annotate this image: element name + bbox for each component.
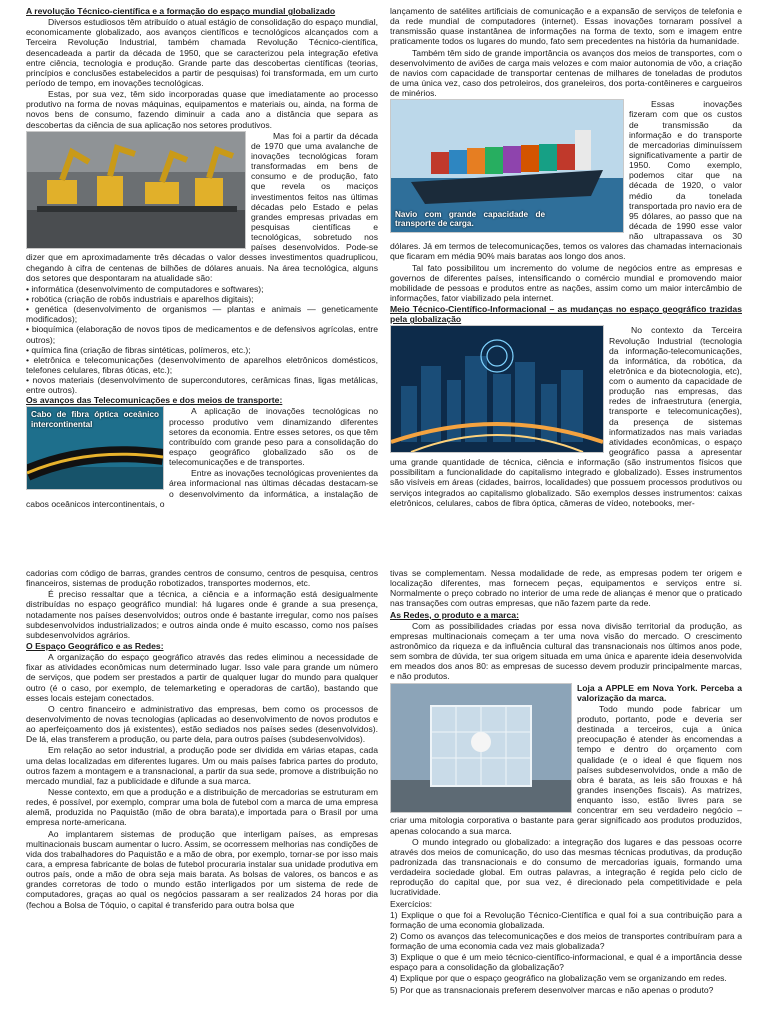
exercise-item: 5) Por que as transnacionais preferem desenvolver marcas e não apenas o produto? (390, 984, 714, 995)
section-title-telecom: Os avanços das Telecomunicações e dos meios de transporte: (26, 395, 283, 406)
list-item: • informática (desenvolvimento de computadores e softwares); (26, 283, 264, 294)
section-title-revolucao: A revolução Técnico-científica e a formação do espaço mundial globalizado (26, 6, 336, 16)
section-title-marca: As Redes, o produto e a marca: (390, 609, 519, 620)
paragraph: Em relação ao setor industrial, a produção pode ser dividida em várias etapas, cada uma delas localizadas em diferentes lugares. Um ou mais países fabrica partes do produto, outros fazem a montagem e a transnacional, a partir da sua sede, promove a distribuição no mercado mundial, faz a publicidade e difunde a sua marca. (26, 745, 378, 786)
industrial-robots-image (26, 131, 246, 249)
paragraph: No contexto da Terceira Revolução Industrial (tecnologia da informação-telecomunicações, da informática, da robótica, da eletrônica e da biotecnologia, etc), com o aumento da capacidade de produção nas empresas, das redes de infraestrutura (energia, transporte e telecomunicações), da presença de sistemas informatizados nas mais variadas atividades econômicas, o espaço geográfico passa a apresentar uma grande quantidade de técnica, ciência e informação (são instrumentos físicos que possibilitam a funcionalidade do capitalismo integrado e globalizado). Esses instrumentos são visíveis em áreas (cidades, bairros, localidades) que possuem processos produtivos ou serviços integrados ao capitalismo globalizado. São exemplos desses instrumentos: caixas eletrônicos, celulares, cabos de fibra óptica, câmeras de vídeo, notebooks, mer- (390, 325, 742, 508)
paragraph: Entre as inovações tecnológicas provenientes da área informacional nas últimas décadas destacam-se o desenvolvimento da informática, a instalação de cabos oceânicos intercontinentais, o (26, 468, 378, 509)
paragraph: Diversos estudiosos têm atribuído o atual estágio de consolidação do espaço mundial, economicamente globalizado, aos avanços científicos e tecnológicos alcançados com a Terceira Revolução Industrial, também chamada Revolução Técnico-científica, desencadeada a partir da década de 1950, que se caracterizou pela integração efetiva entre ciência, tecnologia e produção. Grande parte das descobertas científicas (teorias, princípios e conclusões estabelecidos a partir de pesquisas) foi transformada, em um curto período de tempo, em inovações tecnológicas. (26, 17, 378, 88)
paragraph: Estas, por sua vez, têm sido incorporadas quase que imediatamente ao processo produtivo na forma de novas máquinas, equipamentos e materiais ou, ainda, na forma de novos bens de consumo, fazendo diminuir a cada ano a distância que separa as descobertas da ciência de sua aplicação nos setores produtivos. (26, 89, 378, 130)
list-item: • novos materiais (desenvolvimento de supercondutores, cerâmicas finas, ligas metálicas, entre outros). (26, 375, 378, 396)
smart-city-image (390, 325, 604, 453)
paragraph: É preciso ressaltar que a técnica, a ciência e a informação está desigualmente distribuídas no espaço geográfico mundial: há lugares onde é grande a sua presença, notadamente nos países desenvolvidos; outros onde é bastante irregular, como nos países subdesenvolvidos industrializados; e outros ainda onde é muito escasso, como nos países subdesenvolvidos agrários. (26, 589, 378, 640)
apple-caption: Loja a APPLE em Nova York. Perceba a valorização da marca. (577, 682, 742, 703)
list-item: • genética (desenvolvimento de organismos — plantas e animais — geneticamente modificados); (26, 304, 378, 325)
list-item: • eletrônica e telecomunicações (desenvolvimento de aparelhos eletrônicos domésticos, telefones celulares, fibras óticas, etc.); (26, 354, 378, 375)
fiber-cable-image (26, 406, 164, 490)
paragraph: tivas se complementam. Nessa modalidade de rede, as empresas podem ter origem e localização diferentes, mas fornecem peças, equipamentos e serviços entre si. Normalmente o preço cobrado no interior de uma rede de alianças é menor que o praticado nas transações com outras empresas, que não fazem parte da rede. (390, 568, 742, 609)
list-item: • bioquímica (elaboração de novos tipos de medicamentos e de defensivos agrícolas, entre outros); (26, 324, 378, 345)
bottom-right-column (390, 568, 742, 996)
ship-caption: Navio com grande capacidade de transporte de carga. (395, 210, 545, 229)
tech-sectors-list (26, 284, 378, 396)
paragraph: Mas foi a partir da década de 1970 que uma avalanche de inovações tecnológicas foram transformadas em bens de consumo e de produção, fato que revela os maciços investimentos feitos nas últimas décadas pelo Estado e pelas grandes empresas privadas em pesquisas científicas e tecnológicas, sobretudo nos países desenvolvidos. Pode-se dizer que em aproximadamente três décadas o valor desses investimentos quadruplicou, chegando à cifra de centenas de bilhões de dólares anuais. Na área tecnológica, alguns dos setores que despontaram na atualidade são: (26, 130, 378, 283)
paragraph: Com as possibilidades criadas por essa nova divisão territorial da produção, as empresas multinacionais começam a ter uma nova visão do mercado. O crescimento astronômico da riqueza e da influência cultural das transnacionais nos últimos anos pode, sem sombra de dúvida, ter sua origem situada em uma única e aparente ideia desenvolvida em meados dos anos 80: as empresas de sucesso devem produzir principalmente marcas, e não produtos. (390, 620, 742, 682)
paragraph: Essas inovações fizeram com que os custos de transmissão da informação e do transporte de mercadorias diminuíssem significativamente a partir de 1950. Como exemplo, podemos citar que na década de 1920, o valor médio da tonelada transportada pro navio era de 95 dólares, ao passo que na década de 1990 esse valor não ultrapassava os 30 dólares. Já em termos de telecomunicações, temos os valores das chamadas internacionais que ficaram em média 90% mais baratas aos longo dos anos. (390, 99, 742, 262)
paragraph: Tal fato possibilitou um incremento do volume de negócios entre as empresas e governos de diferentes países, intensificando o comércio mundial e promovendo maior mobilidade de pessoas e produtos entre as nações, assim como um maior intercâmbio de informações, fator viabilizado pela internet. (390, 262, 742, 303)
cargo-ship-image (390, 99, 624, 233)
section-title-meio-tecnico: Meio Técnico-Científico-Informacional – as mudanças no espaço geográfico trazidas pela globalização (390, 304, 742, 325)
top-left-column (26, 6, 378, 510)
paragraph: O centro financeiro e administrativo das empresas, bem como os processos de desenvolvimento de novas tecnologias (aplicadas ao desenvolvimento de novos produtos e ao aperfeiçoamento dos já existentes), estão sediados nos países sedes (desenvolvidos). De lá, elas transferem a produção, ou parte dela, para outros países (subdesenvolvidos). (26, 703, 378, 745)
paragraph: Também têm sido de grande importância os avanços dos meios de transportes, com o desenvolvimento de aviões de carga mais velozes e com maior autonomia de vôo, a criação de navios com capacidade de transportar centenas de milhares de toneladas de produtos de uma única vez, caso dos petroleiros, dos graneleiros, dos porta-contêineres e cargueiros de minérios. (390, 47, 742, 99)
robots-illustration (27, 132, 245, 248)
exercise-item: 3) Explique o que é um meio técnico-científico-informacional, e qual é a importância desse espaço para a consolidação da globalização? (390, 952, 742, 973)
paragraph: A aplicação de inovações tecnológicas no processo produtivo vem dinamizando diferentes setores da economia. Entre esses setores, os que têm contribuído com grande peso para a consolidação do espaço geográfico globalizado são os de telecomunicações e de transportes. (169, 406, 378, 468)
list-item: • robótica (criação de robôs industriais e aparelhos digitais); (26, 293, 254, 304)
paragraph: O mundo integrado ou globalizado: a integração dos lugares e das pessoas ocorre através dos meios de comunicação, do uso das mesmas técnicas produtivas, da produção padronizada das transnacionais e do consumo de mercadorias iguais, formando uma verdadeira sociedade global. Em outras palavras, a integração é regida pelo ciclo de reprodução do capital que, por sua vez, é direcionado pela competitividade e pela lucratividade. (390, 836, 742, 898)
exercises-title: Exercícios: (390, 898, 433, 909)
paragraph: lançamento de satélites artificiais de comunicação e a expansão de serviços de telefonia e da rede mundial de computadores (internet). Essas inovações tornaram possível a transmissão quase instantânea de informações na forma de texto, som e imagem entre praticamente todos os lugares do mundo, fato sem precedentes na história da humanidade. (390, 6, 742, 47)
city-illustration (391, 326, 603, 452)
cable-caption: Cabo de fibra óptica oceânico intercontinental (31, 410, 159, 429)
apple-store-image (390, 683, 572, 813)
paragraph: Nesse contexto, em que a produção e a distribuição de mercadorias se estruturam em redes, é possível, por exemplo, comprar uma bola de futebol com a marca de uma empresa alemã, produzida no Paquistão (mão de obra barata),e importada para o Brasil por uma empresa norte-americana. (26, 786, 378, 828)
exercise-item: 1) Explique o que foi a Revolução Técnico-Científica e qual foi a sua contribuição para a formação de uma economia globalizada. (390, 909, 742, 930)
section-title-redes: O Espaço Geográfico e as Redes: (26, 640, 164, 651)
paragraph: Todo mundo pode fabricar um produto, portanto, pode e deveria ser destinada a terceiros, cuja a única preocupação é atender às encomendas a tempo e dentro do orçamento com qualidade (e o ideal é que fiquem nos países subdesenvolvidos, onde a mão de obra é barata, as leis são frouxas e há grandes insenções fiscais). As matrizes, enquanto isso, estão livres para se concentrar em seu verdadeiro negócio – criar uma mitologia corporativa o bastante para gerar significado aos produtos produzidos, apenas colocando a sua marca. (390, 703, 742, 836)
paragraph: Ao implantarem sistemas de produção que interligam países, as empresas multinacionais buscam aumentar o lucro. Assim, se ocorressem melhorias nas condições de vida dos trabalhadores do Paquistão e a mão de obra, por exemplo, tornar-se por isso mais cara, a empresa fabricante de bolas de futebol procuraria instalar sua unidade produtiva em outros país, onde a mão de obra seja mais barata. As bolsas de valores, os bancos e as grandes corretoras de todo o mundo estão interligados por um sistema de rede de computadores, graças ao qual os negócios passaram a ser realizados 24 horas por dia (fechou a Bolsa de Tóquio, o capital é transferido para outra bolsa que (26, 828, 378, 910)
apple-store-illustration (391, 684, 571, 812)
exercise-item: 4) Explique por que o espaço geográfico na globalização vem se organizando em redes. (390, 973, 727, 984)
paragraph: A organização do espaço geográfico através das redes eliminou a necessidade de fixar as atividades econômicas num determinado lugar. Isso vale para grande um número de serviços, que podem ser prestados a partir de qualquer lugar do mundo para qualquer outro (é o caso, por exemplo, de telemarketing e operadoras de cartão), bastando que esses locais estejam conectados. (26, 652, 378, 703)
list-item: • química fina (criação de fibras sintéticas, polímeros, etc.); (26, 344, 251, 355)
bottom-left-column (26, 568, 378, 911)
exercise-item: 2) Como os avanços das telecomunicações e dos meios de transportes contribuíram para a formação de uma economia cada vez mais globalizada? (390, 930, 742, 952)
paragraph: cadorias com código de barras, grandes centros de consumo, centros de pesquisa, centros financeiros, sistemas de produção robotizados, transportes modernos, etc. (26, 568, 378, 589)
top-right-column (390, 6, 742, 509)
